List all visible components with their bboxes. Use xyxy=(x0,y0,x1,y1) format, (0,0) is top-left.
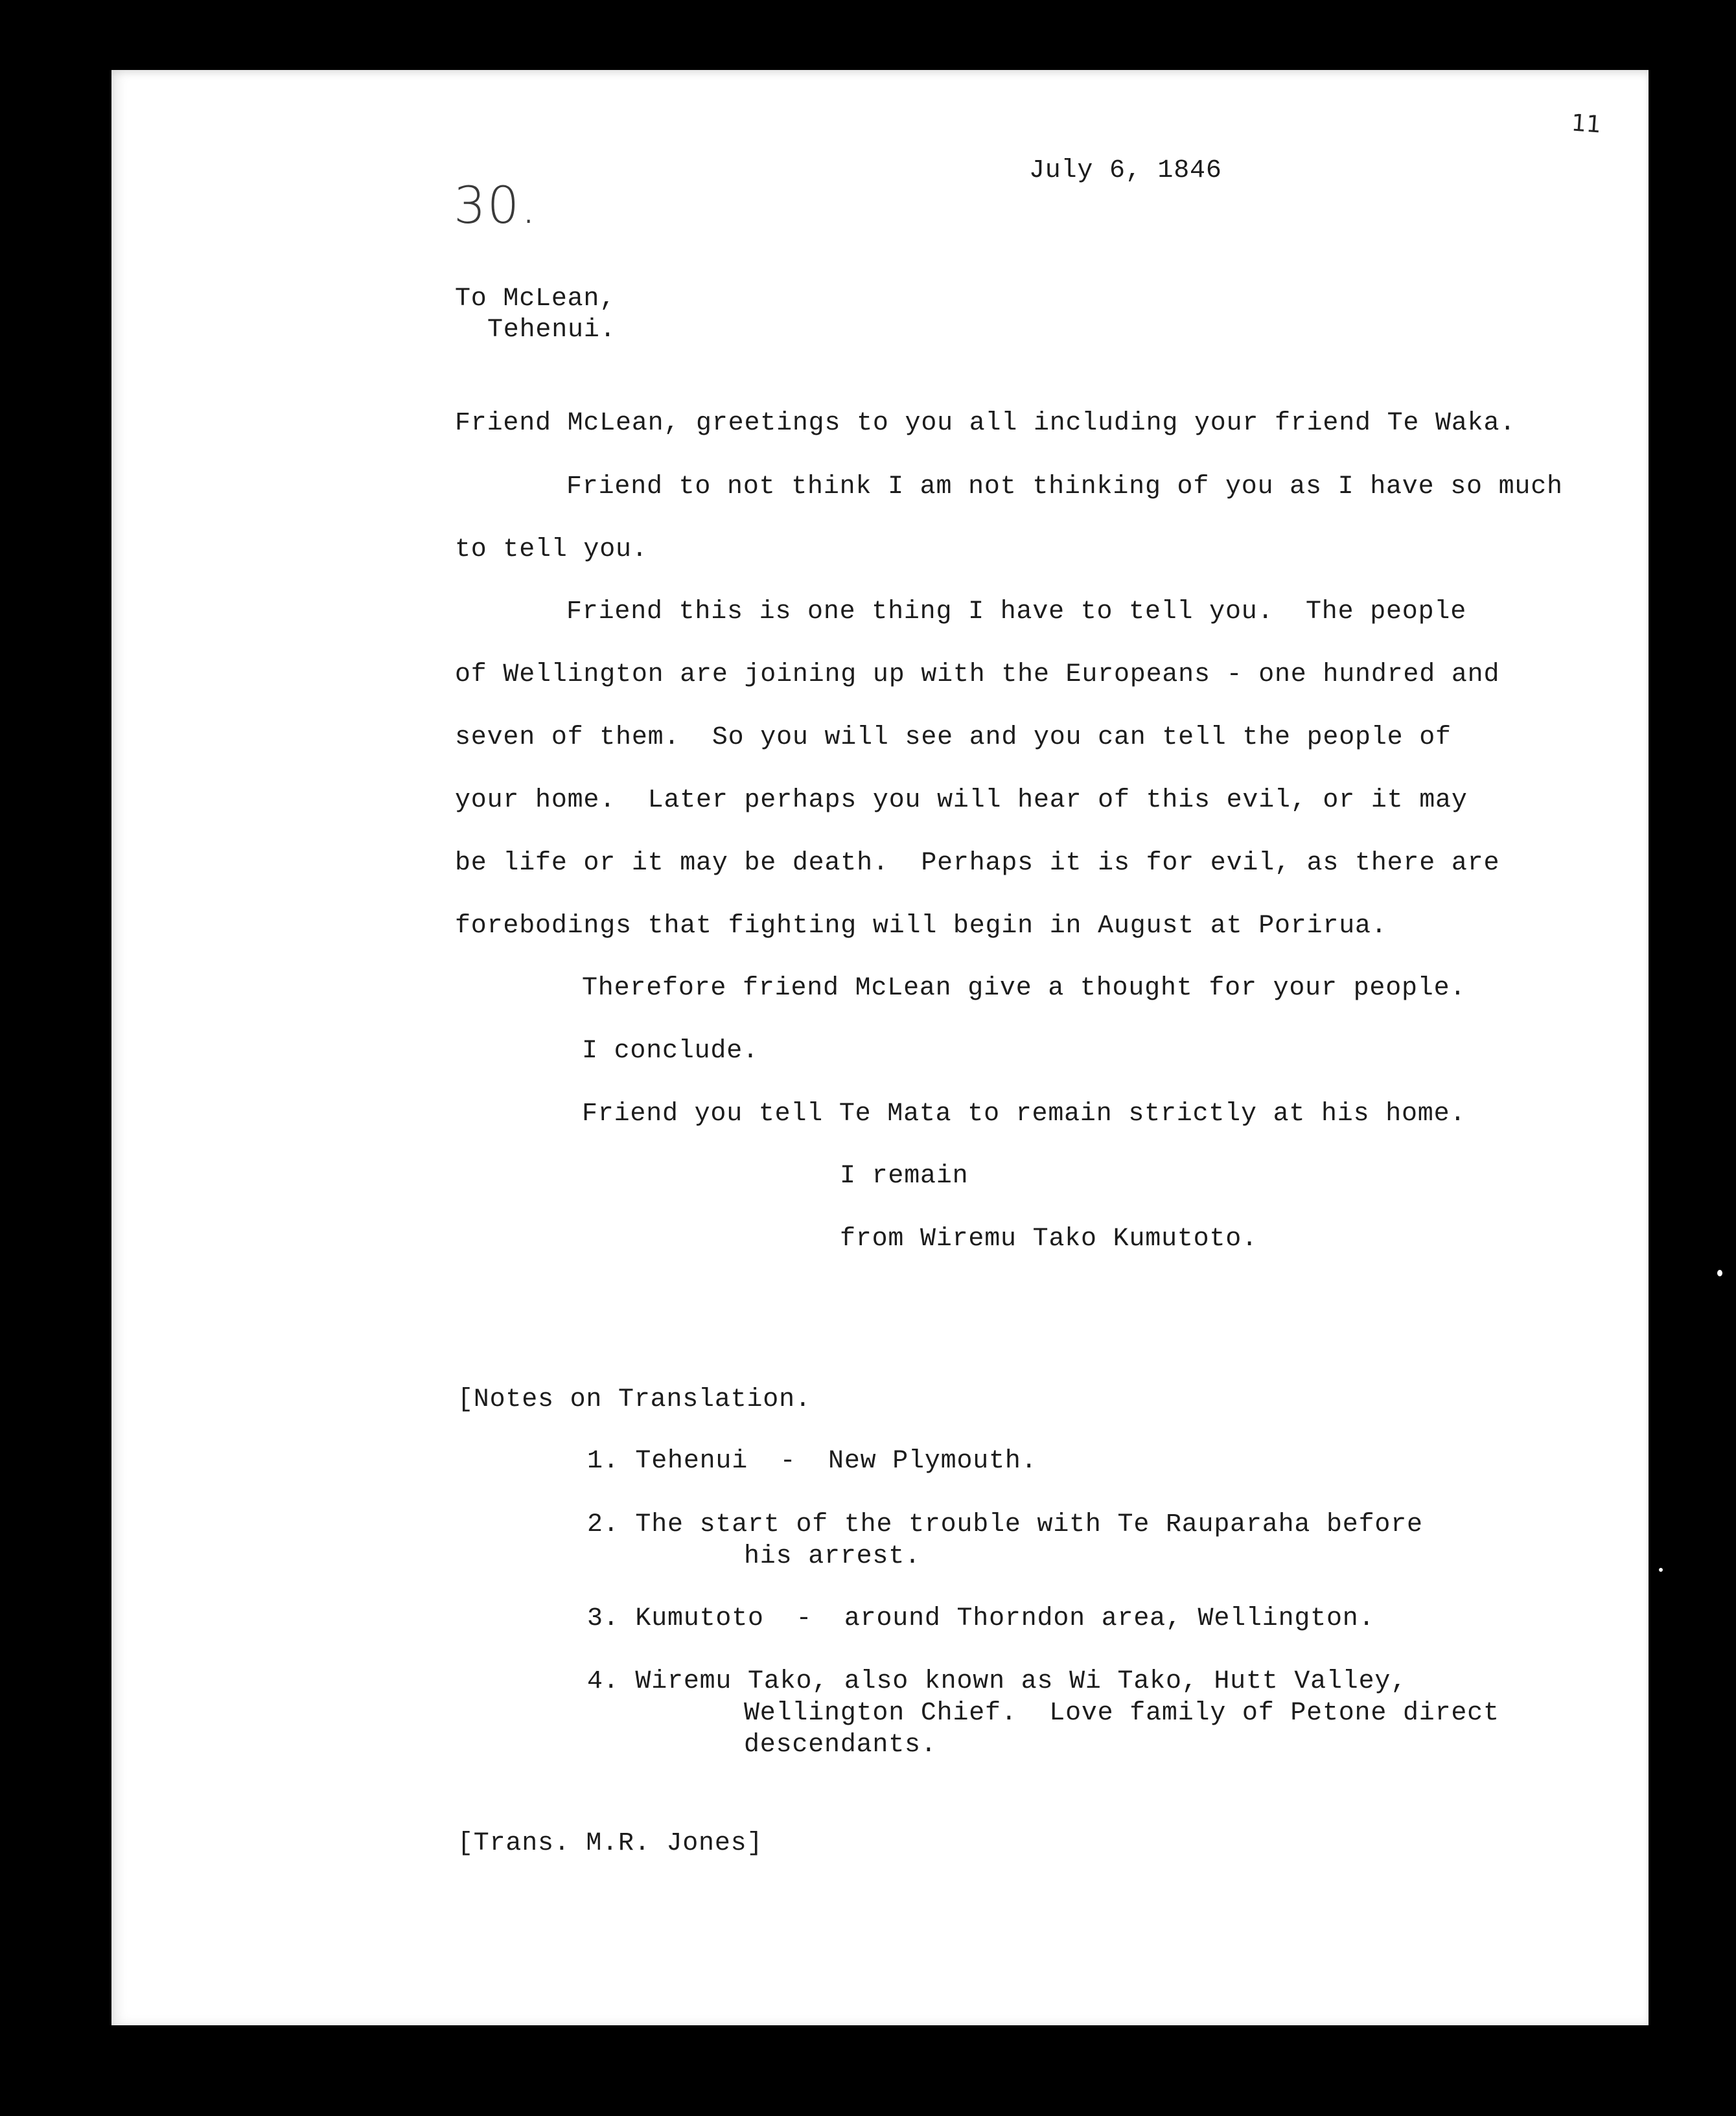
scan-speck xyxy=(1659,1568,1663,1572)
body-line: Therefore friend McLean give a thought for your people. xyxy=(582,974,1466,1003)
body-line: forebodings that fighting will begin in August at Porirua. xyxy=(455,912,1387,941)
note-item-continuation: Wellington Chief. Love family of Petone direct xyxy=(744,1699,1499,1728)
note-item: 2. The start of the trouble with Te Rauparaha before xyxy=(587,1510,1423,1539)
body-line: Friend to not think I am not thinking of you as I have so much xyxy=(566,472,1563,501)
note-item: 3. Kumutoto - around Thorndon area, Wellington. xyxy=(587,1604,1375,1633)
addressee-line-1: To McLean, xyxy=(455,284,616,314)
body-line: Friend this is one thing I have to tell you. The people xyxy=(566,597,1467,627)
closing-line-2: from Wiremu Tako Kumutoto. xyxy=(840,1225,1258,1254)
note-item-continuation: descendants. xyxy=(744,1731,937,1760)
note-item-continuation: his arrest. xyxy=(744,1542,921,1571)
date: July 6, 1846 xyxy=(1029,156,1222,185)
scan-speck xyxy=(1717,1270,1722,1276)
body-line: Friend McLean, greetings to you all including your friend Te Waka. xyxy=(455,409,1516,438)
body-line: Friend you tell Te Mata to remain strictly at his home. xyxy=(582,1099,1466,1129)
translator-credit: [Trans. M.R. Jones] xyxy=(457,1829,763,1858)
closing-line-1: I remain xyxy=(840,1162,969,1191)
body-line: your home. Later perhaps you will hear of this evil, or it may xyxy=(455,786,1468,815)
body-line: be life or it may be death. Perhaps it is for evil, as there are xyxy=(455,849,1500,878)
body-line: seven of them. So you will see and you can tell the people of xyxy=(455,723,1452,752)
page-number: 11 xyxy=(1570,109,1603,139)
notes-heading: [Notes on Translation. xyxy=(457,1385,811,1414)
note-item: 4. Wiremu Tako, also known as Wi Tako, Hutt Valley, xyxy=(587,1667,1407,1696)
body-line: of Wellington are joining up with the Europeans - one hundred and xyxy=(455,660,1500,689)
note-item: 1. Tehenui - New Plymouth. xyxy=(587,1447,1037,1476)
handwritten-number: 30. xyxy=(454,177,538,235)
addressee-line-2: Tehenui. xyxy=(487,316,616,345)
body-line: I conclude. xyxy=(582,1037,759,1066)
body-line: to tell you. xyxy=(455,535,648,564)
